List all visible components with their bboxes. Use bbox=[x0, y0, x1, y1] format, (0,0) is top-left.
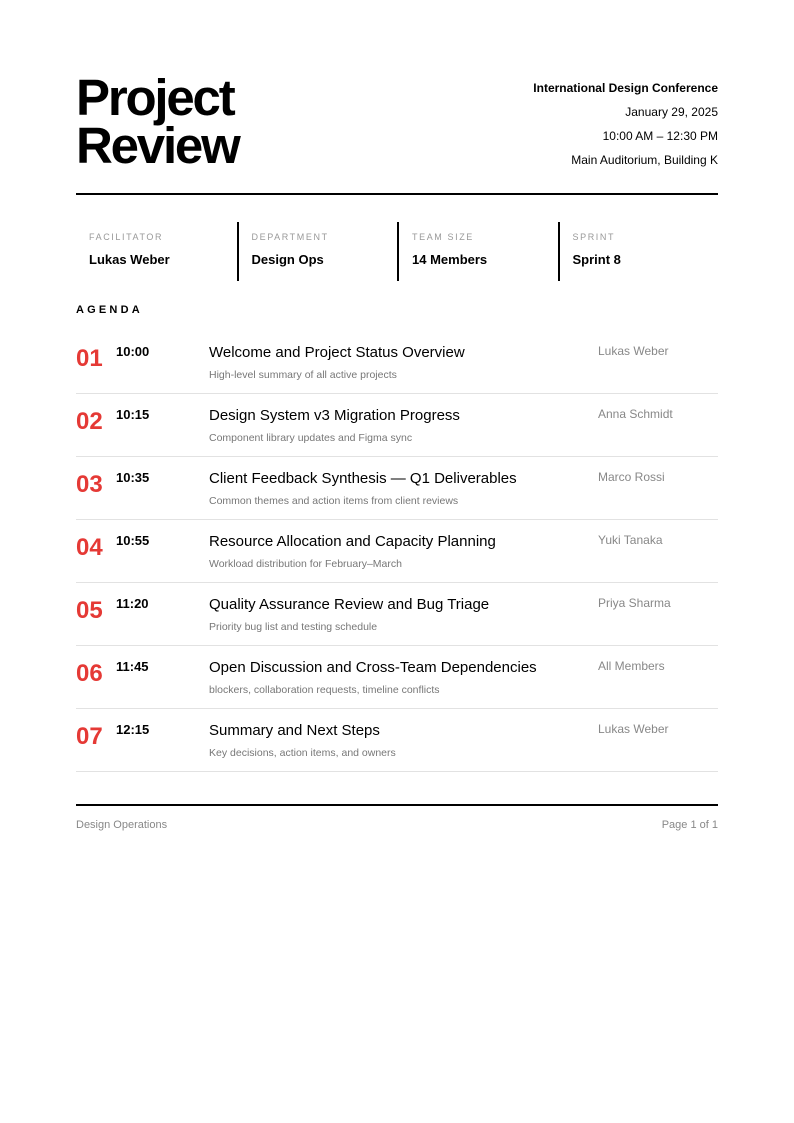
event-location: Main Auditorium, Building K bbox=[571, 153, 718, 167]
agenda-time: 10:55 bbox=[116, 533, 150, 548]
agenda-description: blockers, collaboration requests, timeline conflicts bbox=[209, 684, 440, 696]
event-meta bbox=[533, 78, 718, 174]
document-header bbox=[76, 0, 718, 195]
agenda-number: 02 bbox=[76, 408, 103, 435]
agenda-time: 11:20 bbox=[116, 596, 149, 611]
agenda-topic: Client Feedback Synthesis — Q1 Deliverables bbox=[209, 470, 517, 487]
info-department bbox=[237, 222, 398, 281]
info-label: SPRINT bbox=[572, 232, 616, 242]
document-page bbox=[76, 0, 718, 831]
info-label: DEPARTMENT bbox=[251, 232, 329, 242]
agenda-number: 04 bbox=[76, 534, 103, 561]
agenda-number: 01 bbox=[76, 345, 103, 372]
agenda-topic: Design System v3 Migration Progress bbox=[209, 407, 460, 424]
footer-department: Design Operations bbox=[76, 819, 168, 831]
page-number: Page 1 of 1 bbox=[661, 819, 718, 831]
agenda-owner: Yuki Tanaka bbox=[598, 533, 663, 547]
agenda-time: 10:15 bbox=[116, 407, 150, 422]
document-footer bbox=[76, 804, 718, 831]
agenda-time: 10:35 bbox=[116, 470, 150, 485]
agenda-description: Common themes and action items from client reviews bbox=[209, 495, 459, 507]
page-title bbox=[76, 69, 239, 174]
agenda-topic: Open Discussion and Cross-Team Dependencies bbox=[209, 659, 537, 676]
info-value: 14 Members bbox=[412, 252, 488, 267]
agenda-owner: Priya Sharma bbox=[598, 596, 671, 610]
title-line-2: Review bbox=[76, 117, 239, 174]
agenda-number: 05 bbox=[76, 597, 103, 624]
agenda-topic: Summary and Next Steps bbox=[209, 722, 380, 739]
agenda-item bbox=[76, 331, 718, 394]
info-value: Lukas Weber bbox=[89, 252, 170, 267]
agenda-topic: Quality Assurance Review and Bug Triage bbox=[209, 596, 490, 613]
agenda-owner: Anna Schmidt bbox=[598, 407, 673, 421]
info-facilitator bbox=[76, 222, 237, 281]
info-label: TEAM SIZE bbox=[412, 232, 474, 242]
agenda-time: 11:45 bbox=[116, 659, 149, 674]
agenda-description: High-level summary of all active projects bbox=[209, 369, 397, 381]
agenda-owner: All Members bbox=[598, 659, 665, 673]
agenda-list bbox=[76, 331, 718, 772]
agenda-number: 07 bbox=[76, 723, 103, 750]
agenda-item bbox=[76, 709, 718, 772]
info-sprint bbox=[558, 222, 719, 281]
agenda-item bbox=[76, 583, 718, 646]
event-time: 10:00 AM – 12:30 PM bbox=[602, 129, 718, 143]
event-date: January 29, 2025 bbox=[625, 105, 718, 119]
info-value: Sprint 8 bbox=[572, 252, 621, 267]
info-team-size bbox=[397, 222, 558, 281]
agenda-description: Key decisions, action items, and owners bbox=[209, 747, 396, 759]
info-bar bbox=[76, 222, 718, 281]
info-value: Design Ops bbox=[251, 252, 324, 267]
agenda-heading: AGENDA bbox=[76, 304, 143, 316]
agenda-description: Component library updates and Figma sync bbox=[209, 432, 413, 444]
agenda-number: 06 bbox=[76, 660, 103, 687]
info-label: FACILITATOR bbox=[89, 232, 164, 242]
agenda-topic: Resource Allocation and Capacity Planning bbox=[209, 533, 496, 550]
title-line-1: Project bbox=[76, 69, 234, 126]
agenda-item bbox=[76, 520, 718, 583]
conference-name: International Design Conference bbox=[533, 81, 718, 95]
agenda-time: 10:00 bbox=[116, 344, 150, 359]
agenda-item bbox=[76, 457, 718, 520]
agenda-time: 12:15 bbox=[116, 722, 150, 737]
agenda-owner: Lukas Weber bbox=[598, 344, 669, 358]
agenda-item bbox=[76, 646, 718, 709]
agenda-description: Priority bug list and testing schedule bbox=[209, 621, 378, 633]
agenda-owner: Lukas Weber bbox=[598, 722, 669, 736]
agenda-item bbox=[76, 394, 718, 457]
agenda-description: Workload distribution for February–March bbox=[209, 558, 402, 570]
agenda-number: 03 bbox=[76, 471, 103, 498]
agenda-owner: Marco Rossi bbox=[598, 470, 665, 484]
agenda-topic: Welcome and Project Status Overview bbox=[209, 344, 465, 361]
